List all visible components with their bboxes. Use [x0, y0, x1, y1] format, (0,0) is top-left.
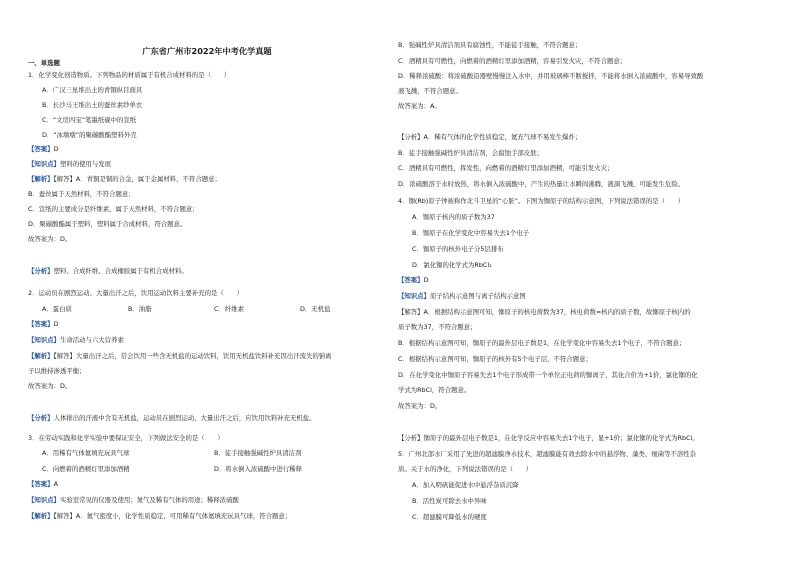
q3-fenxi-4: D．浓硫酸溶于水时放热，将水倒入浓硫酸中，产生的热量让水瞬间沸腾，液滴飞溅，可能发生危险。 [398, 180, 685, 188]
q1-stem: 1．化学变化创造物质。下列物品的材质属于有机合成材料的是（ ） [28, 71, 231, 79]
answer-tag: 【答案】 [28, 145, 54, 153]
q4-option-d: D．氯化铷的化学式为RbCl₂ [412, 261, 492, 269]
q3-analysis-2: B．强碱性炉具清洁剂具有腐蚀性，不能徒手接触，不符合题意； [398, 41, 582, 49]
q4-stem: 4．铷(Rb)原子钟被称作北斗卫星的“心脏”。下图为铷原子的结构示意图，下列说法错误的是（ ） [398, 197, 685, 205]
q3-knowledge [28, 496, 386, 505]
q3-option-b: B．徒手接触强碱性炉具清洁剂 [214, 449, 302, 457]
q1-answer [28, 145, 386, 154]
q4-analysis-3: B．根据结构示意图可知，铷原子的最外层电子数是1，在化学变化中容易失去1个电子，不符合题意； [398, 339, 686, 347]
q3-analysis-1-text: 【解答】A．氦气密度小，化学性质稳定，可用稀有气体氦填充玩具气球，符合题意； [53, 512, 292, 520]
q5-option-c: C．超滤膜可降低水的硬度 [412, 513, 487, 521]
analysis-tag: 【解析】 [28, 352, 54, 360]
analysis-tag: 【解析】 [28, 175, 54, 183]
q1-answer-value: D [53, 145, 59, 153]
q3-option-c: C．向燃着的酒精灯里添加酒精 [42, 465, 130, 473]
q2-knowledge-value: 生命活动与六大营养素 [59, 336, 124, 344]
q1-knowledge [28, 160, 386, 169]
q2-option-c: C．纤维素 [214, 305, 245, 313]
q2-analysis-2: 子以维持渗透平衡； [28, 367, 86, 375]
q2-fenxi [28, 414, 386, 423]
q3-fenxi-1: 【分析】A．稀有气体的化学性质稳定，氦充气球不易发生爆炸； [398, 133, 582, 141]
q4-analysis-6: 学式为RbCl，符合题意。 [398, 386, 471, 394]
q3-options-cd [28, 465, 386, 474]
q1-analysis-2: B．蚕丝属于天然材料，不符合题意； [28, 190, 135, 198]
q2-option-a: A．蛋白质 [42, 305, 72, 313]
q3-analysis-3: C．酒精具有可燃性，向燃着的酒精灯里添加酒精，容易引发火灾，不符合题意； [398, 57, 627, 65]
knowledge-tag: 【知识点】 [28, 336, 60, 344]
section-heading: 一、单选题 [28, 59, 60, 67]
q3-option-d: D．将水倒入浓硫酸中进行稀释 [214, 465, 302, 473]
q5-option-b: B．活性炭可除去水中异味 [412, 497, 487, 505]
q4-option-a: A．铷原子核内的质子数为37 [412, 213, 495, 221]
q5-option-a: A．加入明矾能促进水中悬浮杂质沉降 [412, 481, 519, 489]
q4-analysis-4: C．根据结构示意图可知，铷原子的核外有5个电子层，不符合题意； [398, 355, 592, 363]
q1-option-d: D．“冰墩墩”的聚碳酸酯塑料外壳 [42, 131, 137, 139]
q3-analysis-6: 故答案为：A。 [398, 102, 441, 110]
q1-option-a: A．广汉三星堆出土的青铜纵目面具 [42, 86, 143, 94]
q1-analysis-3: C．宣纸的主要成分是纤维素，属于天然材料，不符合题意； [28, 205, 199, 213]
q4-knowledge-value: 原子结构示意图与离子结构示意图 [429, 292, 526, 300]
fenxi-tag: 【分析】 [28, 414, 54, 422]
page-title: 广东省广州市2022年中考化学真题 [142, 46, 272, 56]
q4-option-c: C．铷原子的核外电子分5层排布 [412, 245, 504, 253]
q4-answer-value: D [423, 276, 429, 284]
q1-option-c: C．“文房四宝”笔墨纸砚中的宣纸 [42, 116, 137, 124]
knowledge-tag: 【知识点】 [398, 292, 430, 300]
q1-analysis-5: 故答案为：D。 [28, 235, 72, 243]
q3-analysis-1 [28, 512, 386, 521]
analysis-tag: 【解析】 [28, 512, 54, 520]
q1-fenxi [28, 267, 386, 276]
q4-knowledge [398, 292, 770, 301]
q2-options [28, 305, 386, 314]
q4-analysis-2: 质子数为37，不符合题意； [398, 323, 477, 331]
q1-fenxi-text: 塑料、合成纤维、合成橡胶属于有机合成材料。 [53, 267, 188, 275]
q3-answer-value: A [53, 480, 58, 488]
q3-fenxi-3: C．酒精具有可燃性，挥发性，向燃着的酒精灯里添加酒精，可能引发火灾； [398, 164, 614, 172]
q2-analysis-3: 故答案为：D。 [28, 382, 72, 390]
q2-option-b: B．油脂 [128, 305, 152, 313]
q3-option-a: A．用稀有气体氦填充玩具气球 [42, 449, 130, 457]
q2-stem: 2．运动员在剧烈运动、大量出汗之后，饮用运动饮料主要补充的是（ ） [28, 289, 243, 297]
answer-tag: 【答案】 [28, 320, 54, 328]
q3-analysis-5: 液飞溅，不符合题意。 [398, 87, 462, 95]
q4-fenxi: 【分析】铷原子的最外层电子数是1，在化学反应中容易失去1个电子，显+1价；氯化铷的化学式为RbCl。 [398, 434, 699, 442]
fenxi-tag: 【分析】 [28, 267, 54, 275]
q3-stem: 3．在劳动实践和化学实验中要保证安全，下列做法安全的是（ ） [28, 434, 224, 442]
q2-answer-value: D [53, 320, 59, 328]
q1-analysis-1 [28, 175, 386, 184]
answer-tag: 【答案】 [28, 480, 54, 488]
q1-analysis-4: D．聚碳酸酯属于塑料，塑料属于合成材料，符合题意。 [28, 220, 187, 228]
q3-answer [28, 480, 386, 489]
q1-analysis-1-text: 【解答】A．青铜是铜的合金，属于金属材料，不符合题意； [53, 175, 221, 183]
q3-options-ab [28, 449, 386, 458]
q2-analysis-1-text: 【解答】大量出汗之后，常会饮用一些含无机盐的运动饮料，饮用无机盐饮料补充因出汗流失的钠离 [53, 352, 332, 360]
knowledge-tag: 【知识点】 [28, 496, 60, 504]
q3-analysis-4: D．稀释浓硫酸：将浓硫酸沿器壁慢慢注入水中，并用玻璃棒不断搅拌，不能将水倒入浓硫酸中，容易导致酸 [398, 72, 704, 80]
q1-knowledge-value: 塑料的使用与发展 [59, 160, 112, 168]
q4-option-b: B．铷原子在化学变化中容易失去1个电子 [412, 229, 530, 237]
q2-analysis-1 [28, 352, 386, 361]
q2-answer [28, 320, 386, 329]
q2-option-d: D．无机盐 [300, 305, 331, 313]
q2-knowledge [28, 336, 386, 345]
knowledge-tag: 【知识点】 [28, 160, 60, 168]
q4-answer [398, 276, 770, 285]
answer-tag: 【答案】 [398, 276, 424, 284]
q5-stem-1: 5．广州北部水厂采用了先进的超滤膜净水技术，超滤膜能有效去除水中的悬浮物、藻类、细菌等不溶性杂 [398, 450, 697, 458]
q5-stem-2: 质。关于水的净化，下列说法错误的是（ ） [398, 465, 533, 473]
q4-analysis-1: 【解答】A．根据结构示意图可知，铷原子的核电荷数为37，核电荷数=核内的质子数，故铷原子核内的 [398, 308, 691, 316]
q4-analysis-7: 故答案为：D。 [398, 402, 442, 410]
q2-fenxi-text: 人体排出的汗液中含有无机盐，运动员在剧烈运动、大量出汗之后，应饮用饮料补充无机盐。 [53, 414, 316, 422]
q3-fenxi-2: B．徒手接触强碱性炉具清洁剂，会腐蚀手部皮肤； [398, 149, 543, 157]
q1-option-b: B．长沙马王堆出土的蚕丝素纱单衣 [42, 101, 143, 109]
q3-knowledge-value: 实验室常见的仪器及使用；氮气及稀有气体的用途；稀释浓硫酸 [59, 496, 239, 504]
q4-analysis-5: D．在化学变化中铷原子容易失去1个电子形成带一个单位正电荷的铷离子，其化合价为+1价，氯化铷的化 [398, 371, 698, 379]
